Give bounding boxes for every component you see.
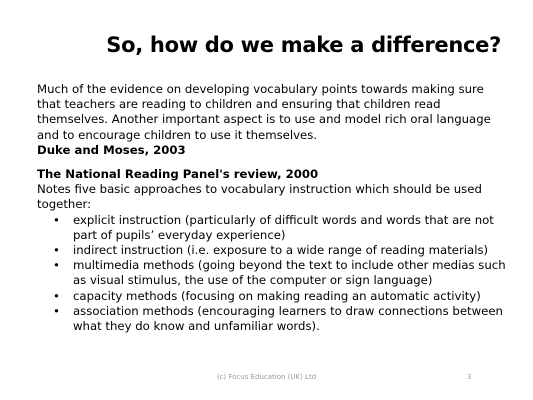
footer-copyright: (c) Focus Education (UK) Ltd bbox=[216, 373, 317, 381]
bullet-icon: • bbox=[53, 288, 60, 303]
list-item-text: indirect instruction (i.e. exposure to a wide range of reading materials) bbox=[73, 243, 489, 258]
bullet-icon: • bbox=[53, 303, 60, 318]
review-heading: The National Reading Panel's review, 2000 bbox=[37, 167, 319, 182]
bullet-icon: • bbox=[53, 258, 60, 273]
list-item bbox=[37, 304, 507, 334]
slide-title: So, how do we make a difference? bbox=[106, 33, 501, 57]
list-item bbox=[37, 213, 507, 243]
list-item-text: multimedia methods (going beyond the text to include other medias such as visual stimulus, the use of the computer or sign language) bbox=[73, 258, 506, 288]
citation: Duke and Moses, 2003 bbox=[37, 142, 186, 157]
slide-body bbox=[37, 82, 507, 334]
approaches-list bbox=[37, 213, 507, 335]
list-item bbox=[37, 289, 507, 304]
bullet-icon: • bbox=[53, 243, 60, 258]
list-item-text: association methods (encouraging learners to draw connections between what they do know and unfamiliar words). bbox=[73, 303, 503, 334]
list-item bbox=[37, 243, 507, 258]
page-number: 3 bbox=[467, 373, 472, 381]
review-lead: Notes five basic approaches to vocabulary instruction which should be used together: bbox=[37, 182, 482, 212]
list-item-text: explicit instruction (particularly of difficult words and words that are not part of pupils’ everyday experience) bbox=[73, 212, 494, 242]
list-item-text: capacity methods (focusing on making reading an automatic activity) bbox=[73, 288, 481, 303]
intro-paragraph: Much of the evidence on developing vocabulary points towards making sure that teachers are reading to children and ensuring that children read themselves. Another important aspect is to use and model rich oral language and to encourage children to use it themselves. bbox=[37, 82, 491, 142]
list-item bbox=[37, 258, 507, 288]
bullet-icon: • bbox=[53, 212, 60, 227]
spacer bbox=[37, 158, 507, 167]
